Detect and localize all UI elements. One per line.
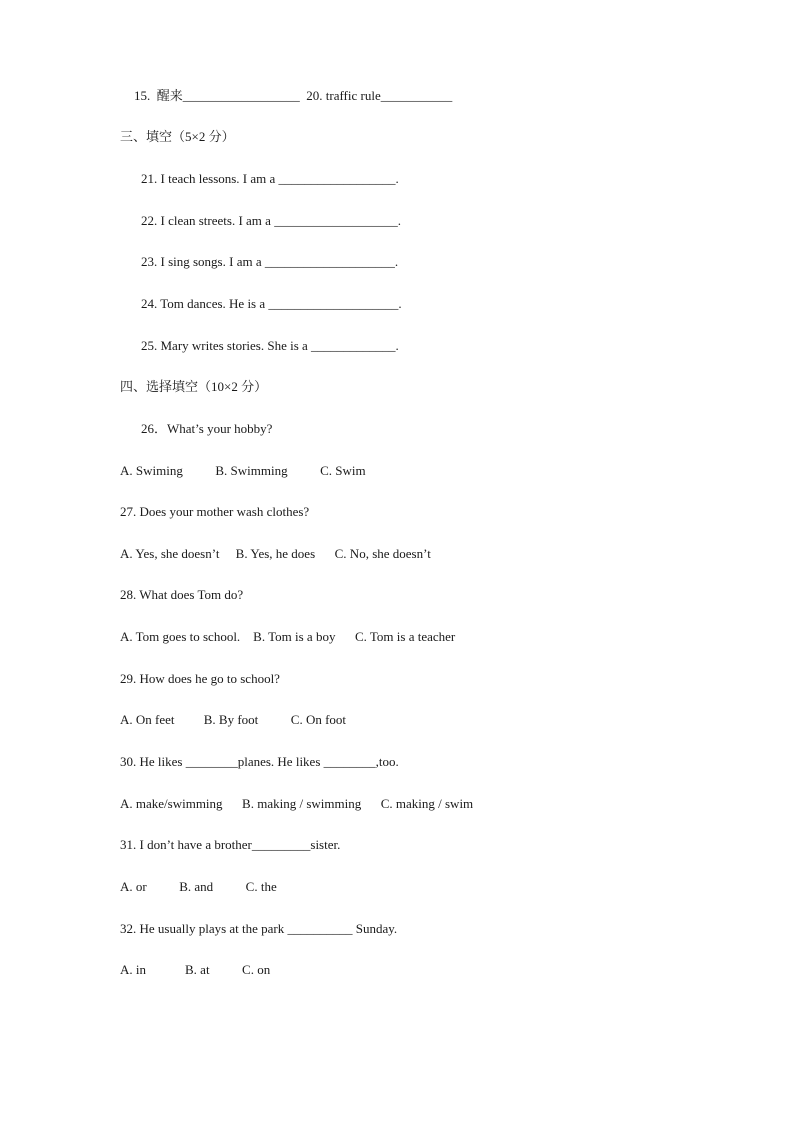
vocab-items-15-20: 15. 醒来__________________ 20. traffic rule___________ — [134, 88, 453, 103]
options-30: A. make/swimming B. making / swimming C. making / swim — [120, 796, 474, 811]
options-31: A. or B. and C. the — [120, 879, 277, 894]
question-27: 27. Does your mother wash clothes? — [120, 504, 310, 519]
options-28: A. Tom goes to school. B. Tom is a boy C. Tom is a teacher — [120, 629, 456, 644]
question-22: 22. I clean streets. I am a ___________________. — [141, 213, 401, 228]
question-30: 30. He likes ________planes. He likes ________,too. — [120, 754, 399, 769]
options-29: A. On feet B. By foot C. On foot — [120, 712, 347, 727]
question-23: 23. I sing songs. I am a ____________________. — [141, 254, 399, 269]
question-24: 24. Tom dances. He is a ____________________. — [141, 296, 402, 311]
question-28: 28. What does Tom do? — [120, 587, 244, 602]
question-29: 29. How does he go to school? — [120, 671, 280, 686]
section-3-heading: 三、填空（5×2 分） — [120, 129, 235, 144]
options-26: A. Swiming B. Swimming C. Swim — [120, 463, 366, 478]
section-4-heading: 四、选择填空（10×2 分） — [120, 379, 268, 394]
options-27: A. Yes, she doesn’t B. Yes, he does C. No, she doesn’t — [120, 546, 431, 561]
question-32: 32. He usually plays at the park __________ Sunday. — [120, 921, 398, 936]
question-31: 31. I don’t have a brother_________sister. — [120, 837, 341, 852]
options-32: A. in B. at C. on — [120, 962, 271, 977]
question-21: 21. I teach lessons. I am a __________________. — [141, 171, 399, 186]
question-26: 26．What’s your hobby? — [141, 421, 273, 436]
question-25: 25. Mary writes stories. She is a _____________. — [141, 338, 399, 353]
